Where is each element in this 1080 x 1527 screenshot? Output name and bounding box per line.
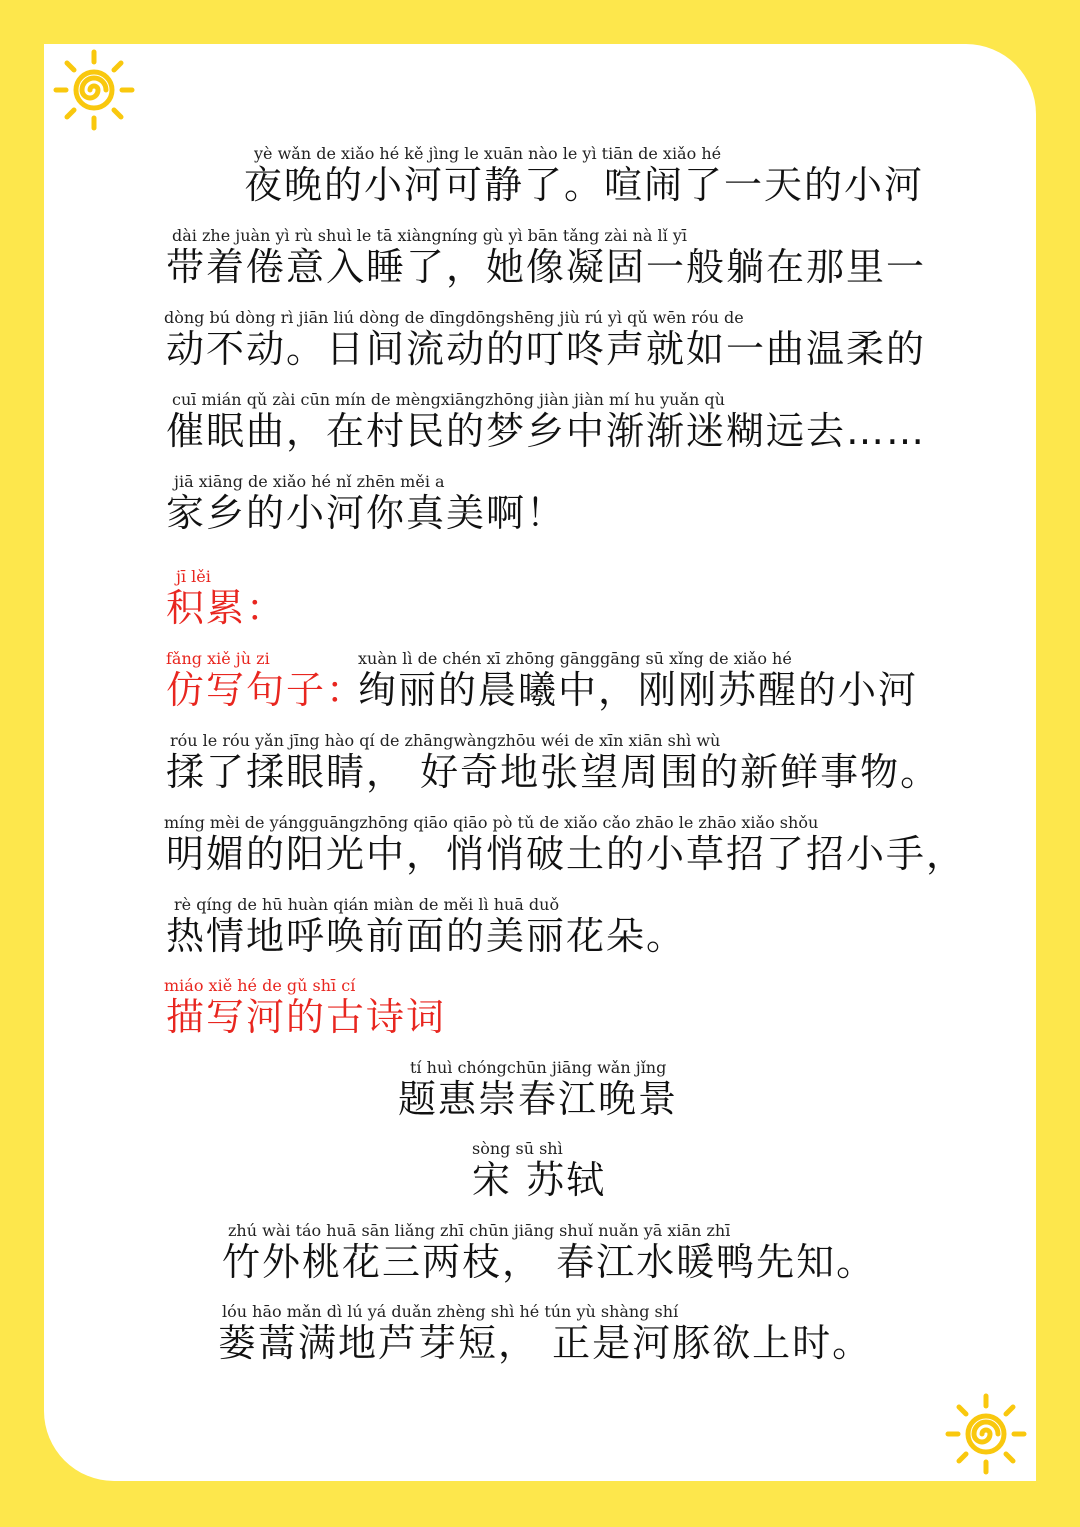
pinyin-row: xuàn lì de chén xī zhōng gānggāng sū xǐng de xiǎo hé bbox=[358, 649, 792, 668]
pinyin-row: dòng bú dòng rì jiān liú dòng de dīngdōngshēng jiù rú yì qǔ wēn róu de bbox=[164, 308, 744, 327]
pinyin-row: jiā xiāng de xiǎo hé nǐ zhēn měi a bbox=[174, 472, 445, 491]
hanzi-row: 宋 苏轼 bbox=[472, 1158, 607, 1202]
fangxie-line bbox=[0, 891, 1080, 969]
section-label: 仿写句子： bbox=[166, 668, 367, 712]
paragraph-line bbox=[0, 222, 1080, 300]
hanzi-row: 家乡的小河你真美啊！ bbox=[166, 491, 567, 535]
pinyin-row: miáo xiě hé de gǔ shī cí bbox=[164, 976, 356, 995]
pinyin-row: dài zhe juàn yì rù shuì le tā xiàngníng gù yì bān tǎng zài nà lǐ yī bbox=[172, 226, 688, 245]
pinyin-row: míng mèi de yángguāngzhōng qiāo qiāo pò tǔ de xiǎo cǎo zhāo le zhāo xiǎo shǒu bbox=[164, 813, 819, 832]
hanzi-row: 题惠崇春江晚景 bbox=[398, 1077, 679, 1121]
hanzi-row: 竹外桃花三两枝， 春江水暖鸭先知。 bbox=[222, 1240, 877, 1284]
jilei-heading bbox=[0, 563, 1080, 641]
hanzi-row: 绚丽的晨曦中，刚刚苏醒的小河 bbox=[358, 668, 919, 712]
paragraph-line bbox=[0, 304, 1080, 382]
pinyin-row: sòng sū shì bbox=[472, 1139, 563, 1158]
paragraph-line bbox=[0, 386, 1080, 464]
pinyin-row: róu le róu yǎn jīng hào qí de zhāngwàngzhōu wéi de xīn xiān shì wù bbox=[170, 731, 721, 750]
poem-author bbox=[0, 1135, 1080, 1213]
hanzi-row: 明媚的阳光中，悄悄破土的小草招了招小手， bbox=[166, 832, 967, 876]
paragraph-line bbox=[0, 468, 1080, 546]
section-label-pinyin: fǎng xiě jù zi bbox=[166, 649, 270, 668]
hanzi-row: 带着倦意入睡了，她像凝固一般躺在那里一 bbox=[166, 245, 927, 289]
pinyin-row: zhú wài táo huā sān liǎng zhī chūn jiāng shuǐ nuǎn yā xiān zhī bbox=[228, 1221, 731, 1240]
paragraph-line bbox=[0, 140, 1080, 218]
fangxie-line bbox=[0, 727, 1080, 805]
fangxie-line bbox=[0, 645, 1080, 723]
sun-icon bbox=[52, 48, 136, 132]
hanzi-row: 动不动。日间流动的叮咚声就如一曲温柔的 bbox=[166, 327, 927, 371]
poem-line bbox=[0, 1217, 1080, 1295]
hanzi-row: 蒌蒿满地芦芽短， 正是河豚欲上时。 bbox=[218, 1321, 873, 1365]
pinyin-row: yè wǎn de xiǎo hé kě jìng le xuān nào le yì tiān de xiǎo hé bbox=[254, 144, 722, 163]
hanzi-row: 描写河的古诗词 bbox=[166, 995, 447, 1039]
hanzi-row: 积累： bbox=[166, 586, 287, 630]
pinyin-row: tí huì chóngchūn jiāng wǎn jǐng bbox=[410, 1058, 667, 1077]
pinyin-row: jī lěi bbox=[176, 567, 211, 586]
sun-icon bbox=[944, 1392, 1028, 1476]
hanzi-row: 热情地呼唤前面的美丽花朵。 bbox=[166, 914, 687, 958]
hanzi-row: 夜晚的小河可静了。喧闹了一天的小河 bbox=[244, 163, 925, 207]
poem-title bbox=[0, 1054, 1080, 1132]
poem-section-heading bbox=[0, 972, 1080, 1050]
pinyin-row: lóu hāo mǎn dì lú yá duǎn zhèng shì hé tún yù shàng shí bbox=[222, 1302, 679, 1321]
hanzi-row: 揉了揉眼睛， 好奇地张望周围的新鲜事物。 bbox=[166, 750, 941, 794]
pinyin-row: cuī mián qǔ zài cūn mín de mèngxiāngzhōng jiàn jiàn mí hu yuǎn qù bbox=[172, 390, 725, 409]
fangxie-line bbox=[0, 809, 1080, 887]
hanzi-row: 催眠曲，在村民的梦乡中渐渐迷糊远去…… bbox=[166, 409, 927, 453]
poem-line bbox=[0, 1298, 1080, 1376]
pinyin-row: rè qíng de hū huàn qián miàn de měi lì huā duǒ bbox=[174, 895, 560, 914]
